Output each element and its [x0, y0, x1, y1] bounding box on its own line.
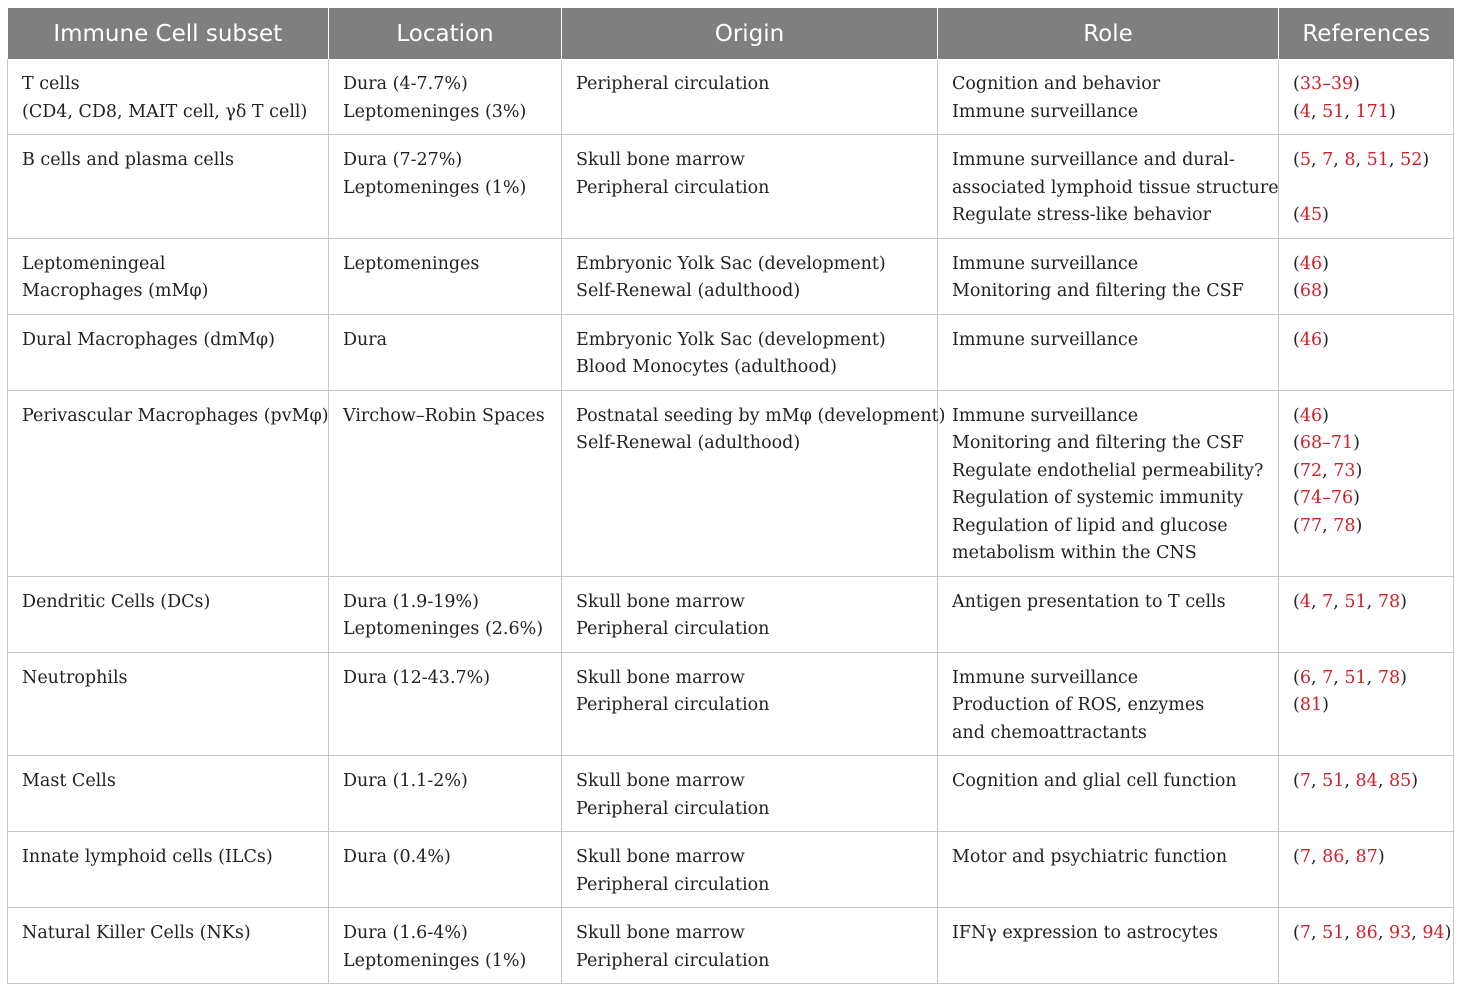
- cell-location: [329, 756, 562, 832]
- cell-origin: [562, 135, 938, 239]
- reference-link[interactable]: 33–39: [1299, 74, 1354, 94]
- cell-location-line: Leptomeninges (1%): [343, 950, 527, 971]
- cell-role: [938, 756, 1279, 832]
- reference-link[interactable]: 87: [1355, 847, 1378, 867]
- reference-link[interactable]: 72: [1299, 460, 1323, 481]
- cell-references: [1279, 390, 1454, 576]
- cell-origin-line: Peripheral circulation: [576, 874, 770, 895]
- cell-location: [329, 59, 562, 135]
- cell-role-line: Immune surveillance: [952, 329, 1139, 350]
- reference-line: (6, 7, 51, 78): [1293, 667, 1407, 688]
- reference-line: (68): [1293, 281, 1329, 301]
- cell-subset: [8, 390, 329, 576]
- cell-location-line: Dura (0.4%): [343, 847, 451, 867]
- reference-link[interactable]: 73: [1333, 460, 1356, 481]
- reference-link[interactable]: 51: [1322, 923, 1345, 943]
- reference-link[interactable]: 4: [1299, 591, 1311, 612]
- cell-subset: [8, 832, 329, 908]
- reference-line: (4, 7, 51, 78): [1293, 591, 1407, 612]
- reference-link[interactable]: 7: [1322, 667, 1334, 688]
- cell-subset-line: B cells and plasma cells: [22, 150, 234, 170]
- cell-origin-line: Postnatal seeding by mMφ (development): [576, 405, 946, 426]
- cell-role-line: Motor and psychiatric function: [952, 847, 1228, 867]
- cell-origin-line: Peripheral circulation: [576, 74, 770, 94]
- reference-line: (33–39): [1293, 74, 1360, 94]
- cell-role-line: Regulate endothelial permeability?: [952, 460, 1264, 481]
- reference-line: (5, 7, 8, 51, 52): [1293, 150, 1430, 170]
- reference-link[interactable]: 171: [1355, 101, 1389, 122]
- cell-origin: [562, 390, 946, 576]
- reference-line: (4, 51, 171): [1293, 101, 1396, 122]
- header-references: References: [1279, 8, 1454, 59]
- reference-link[interactable]: 46: [1299, 253, 1323, 274]
- table-row: [8, 908, 1454, 984]
- cell-subset-line: Macrophages (mMφ): [22, 281, 209, 301]
- reference-line: (74–76): [1293, 488, 1360, 508]
- cell-role: [938, 59, 1279, 135]
- reference-link[interactable]: 84: [1355, 771, 1378, 791]
- cell-origin-line: Skull bone marrow: [576, 923, 745, 943]
- reference-link[interactable]: 4: [1299, 101, 1311, 122]
- cell-role-line: Immune surveillance and dural-: [952, 150, 1235, 170]
- table-row: [8, 238, 1454, 314]
- table-row: [8, 652, 1454, 756]
- cell-role: [938, 238, 1279, 314]
- reference-link[interactable]: 93: [1388, 923, 1412, 943]
- table-body: [8, 59, 1454, 984]
- cell-subset-line: Natural Killer Cells (NKs): [22, 923, 251, 943]
- cell-references: [1279, 832, 1454, 908]
- reference-link[interactable]: 86: [1355, 923, 1378, 943]
- cell-location: [329, 832, 562, 908]
- reference-line: (7, 86, 87): [1293, 847, 1385, 867]
- cell-subset-line: Dural Macrophages (dmMφ): [22, 329, 275, 350]
- reference-link[interactable]: 45: [1299, 205, 1323, 225]
- reference-link[interactable]: 5: [1299, 150, 1311, 170]
- cell-subset-line: Neutrophils: [22, 667, 128, 688]
- reference-link[interactable]: 7: [1299, 847, 1311, 867]
- cell-subset-line: Mast Cells: [22, 771, 116, 791]
- cell-references: [1279, 652, 1454, 756]
- reference-link[interactable]: 68: [1299, 281, 1323, 301]
- cell-subset-line: (CD4, CD8, MAIT cell, γδ T cell): [22, 101, 308, 122]
- cell-origin: [562, 238, 938, 314]
- cell-role: [938, 652, 1279, 756]
- cell-subset: [8, 756, 329, 832]
- header-immune-cell-subset: Immune Cell subset: [8, 8, 329, 59]
- reference-link[interactable]: 86: [1322, 847, 1345, 867]
- cell-subset: [8, 59, 329, 135]
- cell-location-line: Leptomeninges: [343, 253, 480, 274]
- cell-origin: [562, 314, 938, 390]
- reference-line: (46): [1293, 253, 1329, 274]
- cell-role-line: Cognition and behavior: [952, 74, 1161, 94]
- reference-link[interactable]: 51: [1322, 101, 1345, 122]
- reference-link[interactable]: 8: [1344, 150, 1356, 170]
- reference-link[interactable]: 74–76: [1299, 488, 1354, 508]
- cell-origin-line: Self-Renewal (adulthood): [576, 433, 801, 453]
- reference-line: (7, 51, 84, 85): [1293, 771, 1419, 791]
- cell-subset-line: Dendritic Cells (DCs): [22, 591, 211, 612]
- cell-origin-line: Self-Renewal (adulthood): [576, 281, 801, 301]
- reference-line: (45): [1293, 205, 1329, 225]
- reference-link[interactable]: 7: [1322, 591, 1334, 612]
- reference-link[interactable]: 6: [1299, 667, 1311, 688]
- cell-role-line: Regulation of lipid and glucose: [952, 515, 1228, 536]
- cell-origin-line: Skull bone marrow: [576, 591, 745, 612]
- cell-role: [938, 314, 1279, 390]
- cell-location-line: Leptomeninges (3%): [343, 101, 527, 122]
- cell-role-line: Immune surveillance: [952, 405, 1139, 426]
- cell-role-line: Cognition and glial cell function: [952, 771, 1237, 791]
- cell-location-line: Dura (1.6-4%): [343, 923, 468, 943]
- cell-location-line: Dura (4-7.7%): [343, 74, 468, 94]
- reference-line: (7, 51, 86, 93, 94): [1293, 923, 1452, 943]
- reference-link[interactable]: 7: [1299, 923, 1311, 943]
- reference-link[interactable]: 51: [1344, 591, 1367, 612]
- cell-subset: [8, 576, 329, 652]
- reference-line: (68–71): [1293, 433, 1360, 453]
- reference-link[interactable]: 46: [1299, 405, 1323, 426]
- cell-subset-line: T cells: [22, 74, 80, 94]
- reference-line: (81): [1293, 695, 1329, 715]
- cell-subset: [8, 238, 329, 314]
- cell-role-line: Immune surveillance: [952, 101, 1139, 122]
- cell-role: [938, 390, 1279, 576]
- cell-origin-line: Skull bone marrow: [576, 150, 745, 170]
- cell-origin-line: Skull bone marrow: [576, 771, 745, 791]
- cell-references: [1279, 908, 1454, 984]
- cell-origin-line: Peripheral circulation: [576, 177, 770, 198]
- cell-role: [938, 135, 1279, 239]
- cell-origin-line: Skull bone marrow: [576, 847, 745, 867]
- cell-origin: [562, 576, 938, 652]
- cell-origin-line: Embryonic Yolk Sac (development): [576, 329, 886, 350]
- cell-origin-line: Peripheral circulation: [576, 798, 770, 819]
- reference-link[interactable]: 7: [1299, 771, 1311, 791]
- cell-references: [1279, 135, 1454, 239]
- cell-location: [329, 390, 562, 576]
- cell-origin: [562, 832, 938, 908]
- cell-origin-line: Skull bone marrow: [576, 667, 745, 688]
- table-row: [8, 314, 1454, 390]
- cell-subset: [8, 314, 329, 390]
- cell-location: [329, 652, 562, 756]
- cell-location: [329, 135, 562, 239]
- reference-link[interactable]: 51: [1366, 150, 1389, 170]
- cell-role-line: Immune surveillance: [952, 667, 1139, 688]
- reference-link[interactable]: 78: [1377, 667, 1401, 688]
- cell-location-line: Leptomeninges (1%): [343, 177, 527, 198]
- reference-link[interactable]: 77: [1299, 515, 1323, 536]
- reference-link[interactable]: 78: [1377, 591, 1401, 612]
- header-location: Location: [329, 8, 562, 59]
- cell-references: [1279, 756, 1454, 832]
- cell-location-line: Dura (1.1-2%): [343, 771, 468, 791]
- reference-link[interactable]: 46: [1299, 329, 1323, 350]
- table-header-row: [8, 8, 1454, 59]
- cell-role-line: associated lymphoid tissue structure: [952, 177, 1279, 198]
- cell-location: [329, 576, 562, 652]
- cell-role-line: Regulation of systemic immunity: [952, 488, 1244, 508]
- cell-subset-line: Perivascular Macrophages (pvMφ): [22, 405, 329, 426]
- cell-role-line: metabolism within the CNS: [952, 543, 1197, 563]
- cell-role: [938, 908, 1279, 984]
- cell-references: [1279, 314, 1454, 390]
- cell-role-line: Antigen presentation to T cells: [952, 591, 1226, 612]
- reference-line: (72, 73): [1293, 460, 1363, 481]
- immune-cell-table: [7, 8, 1454, 984]
- reference-link[interactable]: 51: [1344, 667, 1367, 688]
- cell-location-line: Virchow–Robin Spaces: [343, 405, 545, 426]
- cell-references: [1279, 238, 1454, 314]
- cell-location-line: Dura: [343, 329, 388, 350]
- cell-subset: [8, 908, 329, 984]
- cell-subset: [8, 135, 329, 239]
- cell-location: [329, 238, 562, 314]
- cell-location: [329, 314, 562, 390]
- reference-link[interactable]: 94: [1422, 923, 1445, 943]
- table-row: [8, 59, 1454, 135]
- cell-role-line: Immune surveillance: [952, 253, 1139, 274]
- cell-role: [938, 576, 1279, 652]
- cell-role: [938, 832, 1279, 908]
- cell-origin-line: Peripheral circulation: [576, 950, 770, 971]
- reference-link[interactable]: 7: [1322, 150, 1334, 170]
- cell-location: [329, 908, 562, 984]
- cell-location-line: Dura (12-43.7%): [343, 667, 491, 688]
- cell-location-line: Dura (7-27%): [343, 150, 463, 170]
- reference-link[interactable]: 52: [1400, 150, 1423, 170]
- cell-origin: [562, 756, 938, 832]
- table-row: [8, 390, 1454, 576]
- cell-origin-line: Peripheral circulation: [576, 619, 770, 639]
- cell-role-line: Monitoring and filtering the CSF: [952, 433, 1244, 453]
- cell-role-line: Production of ROS, enzymes: [952, 695, 1205, 715]
- cell-location-line: Leptomeninges (2.6%): [343, 619, 544, 639]
- cell-location-line: Dura (1.9-19%): [343, 591, 479, 612]
- cell-origin-line: Blood Monocytes (adulthood): [576, 357, 837, 377]
- reference-link[interactable]: 51: [1322, 771, 1345, 791]
- cell-role-line: and chemoattractants: [952, 722, 1147, 743]
- header-origin: Origin: [562, 8, 938, 59]
- table-row: [8, 576, 1454, 652]
- cell-origin: [562, 908, 938, 984]
- cell-origin-line: Embryonic Yolk Sac (development): [576, 253, 886, 274]
- table-row: [8, 832, 1454, 908]
- reference-link[interactable]: 78: [1333, 515, 1356, 536]
- reference-line: (46): [1293, 405, 1329, 426]
- cell-origin: [562, 652, 938, 756]
- reference-link[interactable]: 85: [1388, 771, 1412, 791]
- reference-line: (77, 78): [1293, 515, 1363, 536]
- reference-line: (46): [1293, 329, 1329, 350]
- cell-subset-line: Leptomeningeal: [22, 253, 166, 274]
- reference-link[interactable]: 81: [1299, 695, 1323, 715]
- table-row: [8, 756, 1454, 832]
- table-row: [8, 135, 1454, 239]
- cell-origin: [562, 59, 938, 135]
- cell-references: [1279, 576, 1454, 652]
- cell-subset-line: Innate lymphoid cells (ILCs): [22, 847, 273, 867]
- cell-references: [1279, 59, 1454, 135]
- reference-line: [1293, 175, 1439, 203]
- cell-role-line: IFNγ expression to astrocytes: [952, 923, 1219, 943]
- header-role: Role: [938, 8, 1279, 59]
- cell-origin-line: Peripheral circulation: [576, 695, 770, 715]
- cell-role-line: Regulate stress-like behavior: [952, 205, 1211, 225]
- reference-link[interactable]: 68–71: [1299, 433, 1354, 453]
- cell-subset: [8, 652, 329, 756]
- cell-role-line: Monitoring and filtering the CSF: [952, 281, 1244, 301]
